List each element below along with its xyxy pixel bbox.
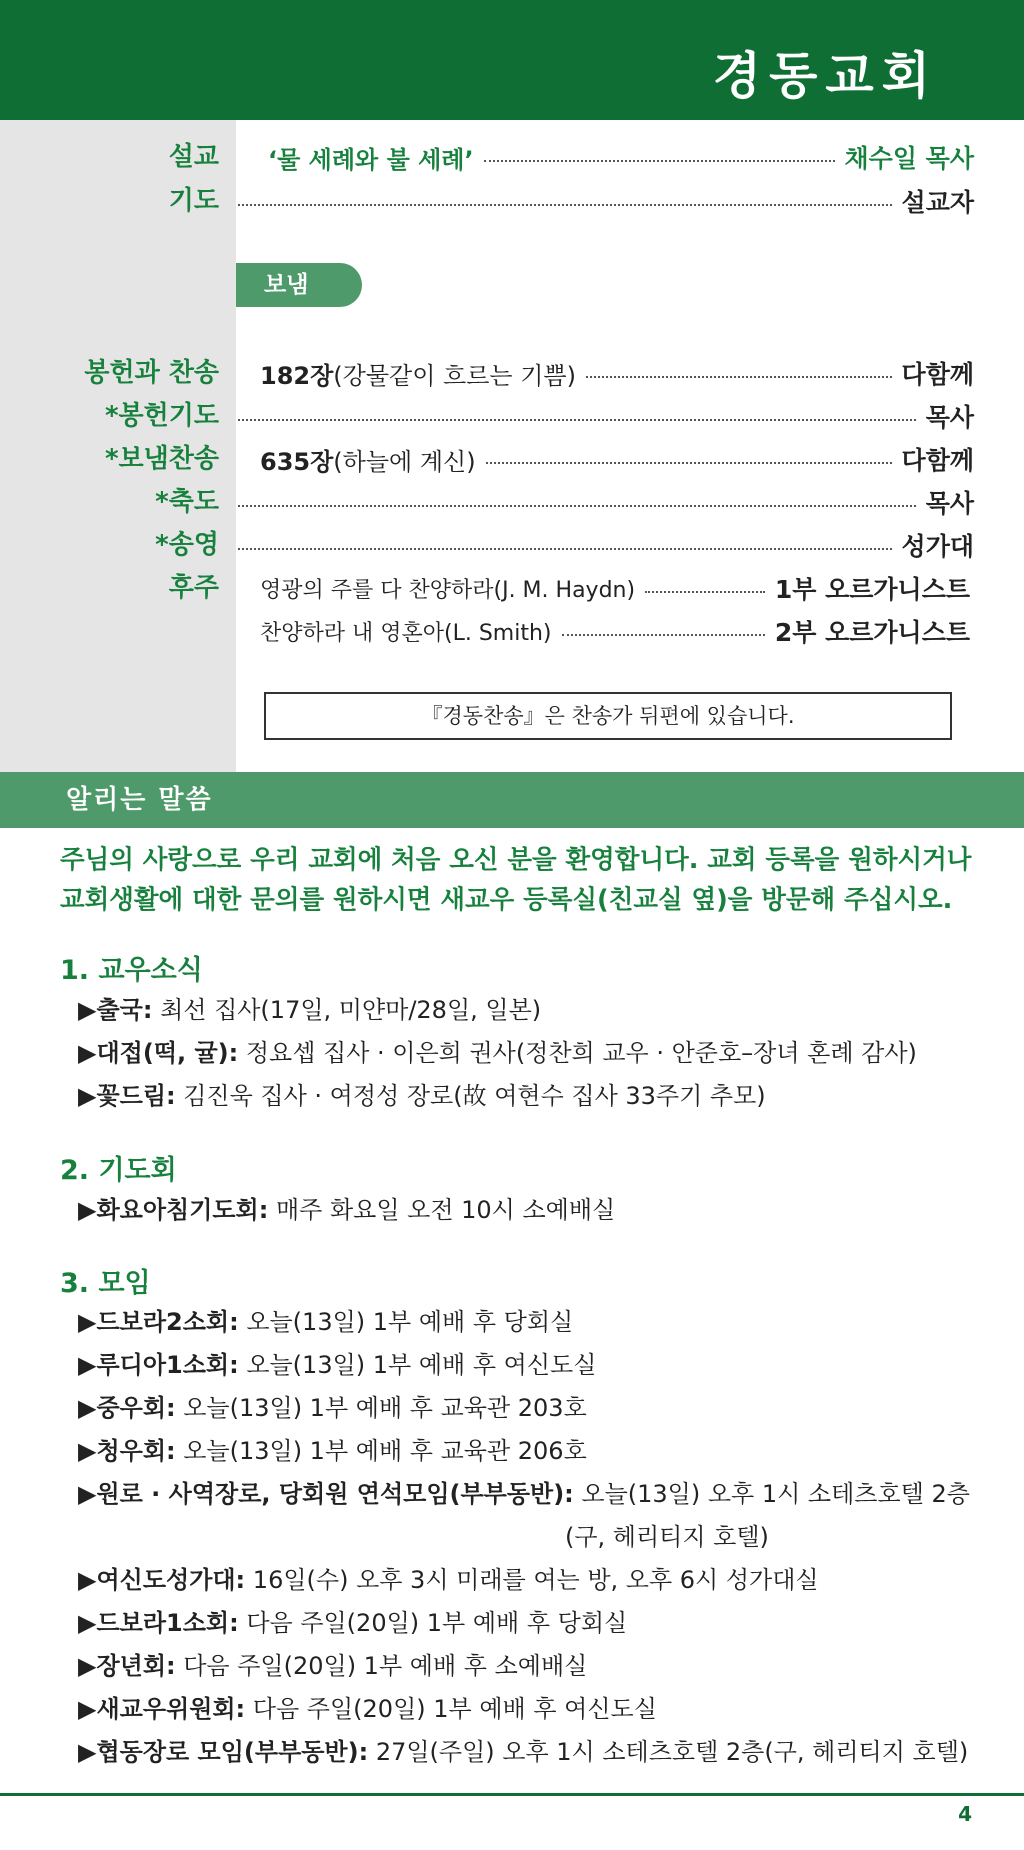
order-row	[0, 353, 1024, 393]
item-text: 다음 주일(20일) 1부 예배 후 여신도실	[245, 1695, 657, 1723]
leader-dots	[645, 591, 765, 593]
order-who: 1부 오르가니스트	[774, 575, 970, 604]
hymn-name: (하늘에 계신)	[333, 447, 476, 476]
item-key: ▶중우회:	[78, 1394, 176, 1422]
prayer-row	[0, 181, 1024, 221]
list-item	[78, 1079, 766, 1113]
item-text: 다음 주일(20일) 1부 예배 후 당회실	[238, 1609, 628, 1637]
item-text: 정요셉 집사 · 이은희 권사(정찬희 교우 · 안준호–장녀 혼례 감사)	[238, 1039, 917, 1067]
order-label: *봉헌기도	[104, 401, 219, 431]
list-item	[78, 1434, 587, 1468]
item-text: 27일(주일) 오후 1시 소테츠호텔 2층(구, 헤리티지 호텔)	[368, 1738, 969, 1766]
order-row	[0, 439, 1024, 479]
leader-dots	[238, 505, 916, 507]
sending-section-tag: 보냄	[236, 263, 362, 307]
item-key: ▶새교우위원회:	[78, 1695, 246, 1723]
order-who: 다함께	[901, 360, 974, 389]
list-item	[78, 1391, 587, 1425]
section-title: 1. 교우소식	[60, 955, 203, 986]
order-row	[0, 611, 1024, 651]
order-label: *보냄찬송	[104, 444, 219, 474]
hymnal-note: 『경동찬송』은 찬송가 뒤편에 있습니다.	[264, 692, 952, 740]
order-who: 성가대	[901, 532, 974, 561]
leader-dots	[586, 376, 892, 378]
item-key: ▶화요아침기도회:	[78, 1196, 269, 1224]
order-who: 2부 오르가니스트	[774, 618, 970, 647]
item-text: 오늘(13일) 1부 예배 후 교육관 203호	[175, 1394, 587, 1422]
item-key: ▶꽃드림:	[78, 1082, 176, 1110]
item-text: 김진욱 집사 · 여정성 장로(故 여현수 집사 33주기 추모)	[175, 1082, 766, 1110]
sermon-row	[0, 137, 1024, 177]
church-name: 경동교회	[712, 47, 938, 105]
header-bar	[0, 0, 1024, 120]
order-label: *축도	[155, 487, 219, 517]
item-key: ▶드보라1소회:	[78, 1609, 239, 1637]
list-item	[78, 1193, 615, 1227]
list-item	[78, 1348, 596, 1382]
list-item	[78, 1305, 573, 1339]
postlude-piece: 영광의 주를 다 찬양하라(J. M. Haydn)	[260, 577, 636, 603]
list-item	[78, 1649, 587, 1683]
leader-dots	[238, 204, 892, 206]
welcome-line: 교회생활에 대한 문의를 원하시면 새교우 등록실(친교실 옆)을 방문해 주십시오.	[60, 885, 953, 915]
welcome-message	[60, 840, 980, 920]
list-item	[78, 1477, 970, 1511]
item-key: ▶드보라2소회:	[78, 1308, 239, 1336]
leader-dots	[484, 160, 835, 162]
item-text: 매주 화요일 오전 10시 소예배실	[268, 1196, 616, 1224]
item-key: ▶출국:	[78, 996, 153, 1024]
section-title: 3. 모임	[60, 1268, 151, 1299]
leader-dots	[562, 634, 765, 636]
order-label: 후주	[168, 573, 219, 603]
order-label: *송영	[155, 530, 219, 560]
order-who: 다함께	[901, 446, 974, 475]
item-key: ▶대접(떡, 귤):	[78, 1039, 239, 1067]
item-text: 오늘(13일) 1부 예배 후 당회실	[238, 1308, 574, 1336]
order-row	[0, 482, 1024, 522]
welcome-line: 주님의 사랑으로 우리 교회에 처음 오신 분을 환영합니다. 교회 등록을 원하시거나	[60, 845, 972, 875]
item-text: 최선 집사(17일, 미얀마/28일, 일본)	[152, 996, 542, 1024]
hymn-title	[236, 356, 576, 391]
postlude-piece: 찬양하라 내 영혼아(L. Smith)	[260, 620, 552, 646]
list-item	[78, 1606, 627, 1640]
hymn-title	[236, 442, 476, 477]
order-who: 목사	[925, 403, 974, 432]
item-key: ▶루디아1소회:	[78, 1351, 239, 1379]
order-row	[0, 525, 1024, 565]
footer-rule	[0, 1793, 1024, 1796]
order-row	[0, 396, 1024, 436]
hymn-number: 182장	[260, 361, 334, 390]
item-text: 16일(수) 오후 3시 미래를 여는 방, 오후 6시 성가대실	[245, 1566, 819, 1594]
section-title: 2. 기도회	[60, 1155, 177, 1186]
item-text: 다음 주일(20일) 1부 예배 후 소예배실	[175, 1652, 588, 1680]
leader-dots	[238, 548, 892, 550]
item-key: ▶원로 · 사역장로, 당회원 연석모임(부부동반):	[78, 1480, 574, 1508]
order-who: 목사	[925, 489, 974, 518]
sermon-label: 설교	[168, 142, 219, 172]
list-item	[78, 1036, 917, 1070]
sermon-preacher: 채수일 목사	[844, 144, 974, 173]
hymn-number: 635장	[260, 447, 334, 476]
leader-dots	[238, 419, 916, 421]
hymn-name: (강물같이 흐르는 기쁨)	[333, 361, 576, 390]
item-text: 오늘(13일) 오후 1시 소테츠호텔 2층	[573, 1480, 970, 1508]
page-number: 4	[958, 1802, 972, 1826]
list-item	[78, 1735, 968, 1769]
prayer-label: 기도	[168, 186, 219, 216]
announcements-bar	[0, 772, 1024, 828]
prayer-who: 설교자	[901, 188, 974, 217]
item-text: 오늘(13일) 1부 예배 후 여신도실	[238, 1351, 597, 1379]
list-item	[78, 1692, 657, 1726]
item-key: ▶여신도성가대:	[78, 1566, 246, 1594]
leader-dots	[486, 462, 892, 464]
item-key: ▶협동장로 모임(부부동반):	[78, 1738, 369, 1766]
order-row	[0, 568, 1024, 608]
announcements-title: 알리는 말씀	[66, 785, 213, 815]
item-key: ▶청우회:	[78, 1437, 176, 1465]
sermon-title: ‘물 세례와 불 세례’	[268, 145, 474, 174]
order-label: 봉헌과 찬송	[84, 358, 219, 388]
item-text: 오늘(13일) 1부 예배 후 교육관 206호	[175, 1437, 587, 1465]
list-item	[78, 1563, 819, 1597]
item-continuation: (구, 헤리티지 호텔)	[565, 1523, 769, 1551]
list-item	[78, 993, 541, 1027]
item-key: ▶장년회:	[78, 1652, 176, 1680]
